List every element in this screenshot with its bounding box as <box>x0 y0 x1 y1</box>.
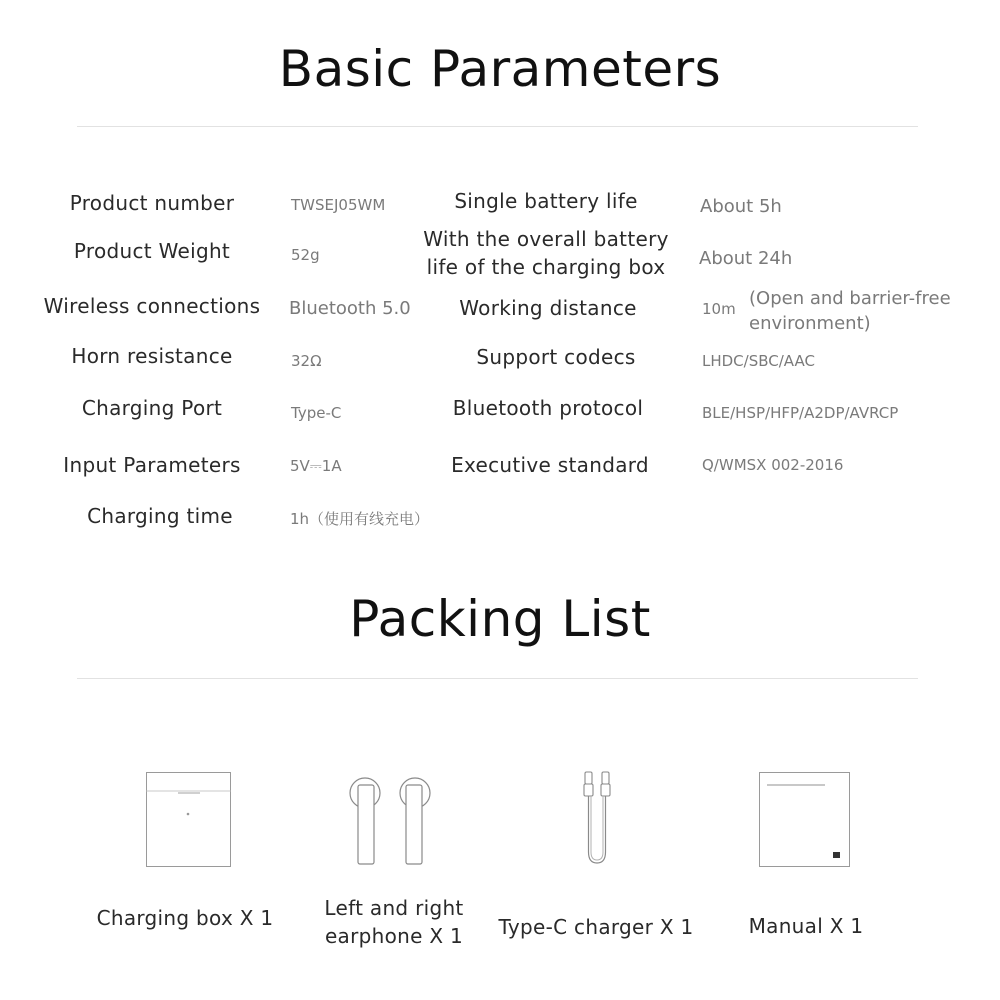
param-label: Bluetooth protocol <box>452 396 644 420</box>
param-label: Input Parameters <box>63 453 241 477</box>
param-label: life of the charging box <box>426 255 666 279</box>
basic-parameters-title: Basic Parameters <box>278 40 722 98</box>
param-value: BLE/HSP/HFP/A2DP/AVRCP <box>702 404 899 422</box>
param-label: Wireless connections <box>43 294 261 318</box>
packing-item-label: Type-C charger X 1 <box>498 915 694 939</box>
param-value: 5V⎓1A <box>290 457 342 475</box>
divider <box>77 126 918 127</box>
param-value: 10m <box>702 300 736 318</box>
divider <box>77 678 918 679</box>
param-label: Charging time <box>87 504 233 528</box>
param-label: Charging Port <box>81 396 223 420</box>
param-label: Product number <box>69 191 235 215</box>
param-label: Single battery life <box>454 189 638 213</box>
charging-box-icon <box>146 772 232 868</box>
packing-list-title: Packing List <box>349 590 651 648</box>
param-value: 32Ω <box>291 352 322 370</box>
packing-item-label-line: Left and right <box>324 896 464 920</box>
param-value: Bluetooth 5.0 <box>289 298 411 319</box>
param-value: About 5h <box>700 196 782 217</box>
param-value: About 24h <box>699 248 793 269</box>
param-label: Working distance <box>459 296 637 320</box>
param-value: Type-C <box>291 404 342 422</box>
manual-icon <box>759 772 851 868</box>
packing-item-label: Charging box X 1 <box>96 906 274 930</box>
param-value: TWSEJ05WM <box>291 196 386 214</box>
type-c-cable-icon <box>578 770 618 866</box>
packing-item-label <box>294 894 494 950</box>
packing-item-label-line: earphone X 1 <box>324 924 464 948</box>
param-value: 1h（使用有线充电） <box>290 510 430 528</box>
param-value: 52g <box>291 246 320 264</box>
param-label: Product Weight <box>73 239 231 263</box>
param-label: Support codecs <box>476 345 636 369</box>
param-label: With the overall battery <box>423 227 669 251</box>
param-note: (Open and barrier-free <box>749 288 951 309</box>
param-label: Horn resistance <box>71 344 233 368</box>
param-note: environment) <box>749 313 871 334</box>
packing-item-label: Manual X 1 <box>748 914 864 938</box>
earphones-icon <box>348 773 440 865</box>
param-value: Q/WMSX 002-2016 <box>702 456 844 474</box>
param-value: LHDC/SBC/AAC <box>702 352 815 370</box>
param-label: Executive standard <box>451 453 649 477</box>
